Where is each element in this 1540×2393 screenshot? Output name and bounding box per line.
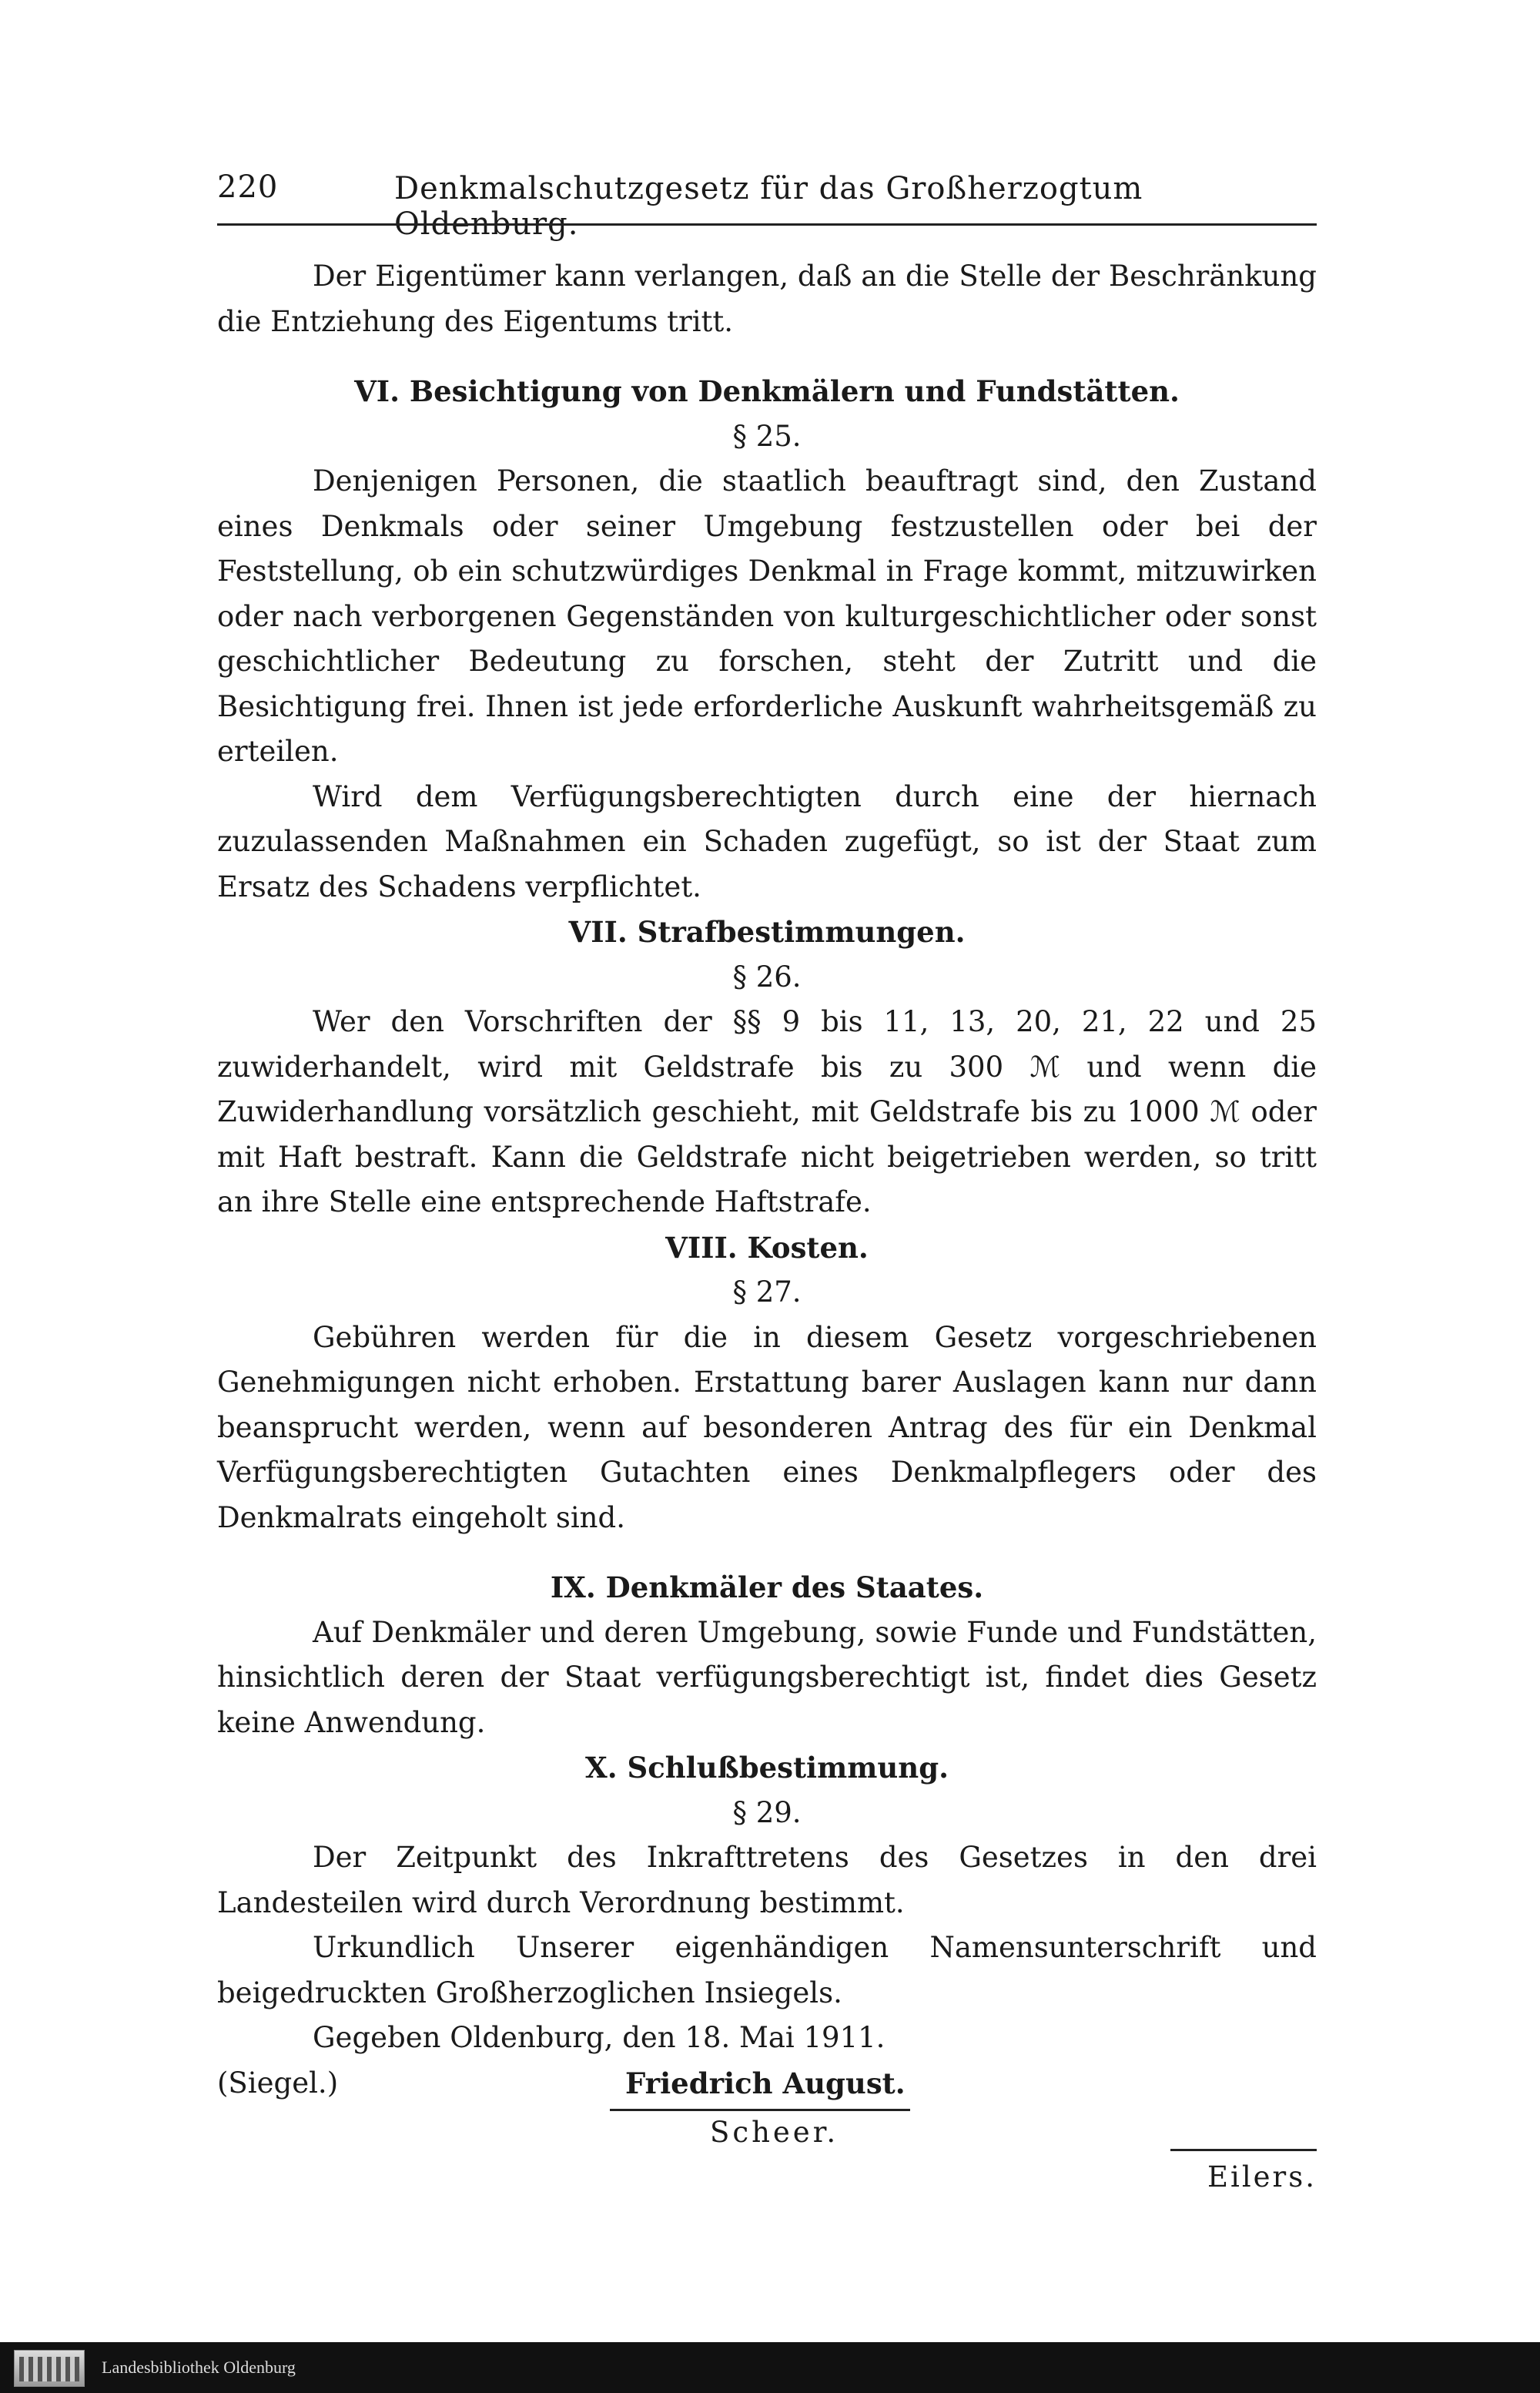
seal-label: (Siegel.)	[217, 2066, 339, 2100]
paragraph-25-b: Wird dem Verfügungsberechtigten durch eine der hiernach zuzulassenden Maßnahmen ein Schaden zugefügt, so ist der Staat zum Ersatz des Schadens verpflichtet.	[217, 779, 1317, 903]
paragraph-ownership: Der Eigentümer kann verlangen, daß an die Stelle der Beschränkung die Entziehung des Eigentums tritt.	[217, 260, 1317, 338]
paragraph-mark-26: § 26.	[732, 960, 802, 994]
page-header	[217, 169, 1317, 242]
section-heading-vi: VI. Besichtigung von Denkmälern und Fundstätten.	[354, 374, 1180, 408]
paragraph-mark-27: § 27.	[732, 1275, 802, 1309]
signature-minister-1: Scheer.	[710, 2115, 839, 2149]
running-title: Denkmalschutzgesetz für das Großherzogtum Oldenburg.	[394, 171, 1143, 242]
paragraph-26: Wer den Vorschriften der §§ 9 bis 11, 13, 20, 21, 22 und 25 zuwiderhandelt, wird mit Geldstrafe bis zu 300 ℳ und wenn die Zuwiderhandlung vorsätzlich geschieht, mit Geldstrafe bis zu 1000 ℳ oder mit Haft bestraft. Kann die Geldstrafe nicht beigetrieben werden, so tritt an ihre Stelle eine entsprechende Haftstrafe.	[217, 1005, 1317, 1218]
library-building-icon	[14, 2350, 85, 2387]
paragraph-date: Gegeben Oldenburg, den 18. Mai 1911.	[313, 2021, 886, 2054]
paragraph-mark-29: § 29.	[732, 1795, 802, 1829]
page-number: 220	[217, 169, 279, 205]
paragraph-seal-statement: Urkundlich Unserer eigenhändigen Namensunterschrift und beigedruckten Großherzoglichen Insiegels.	[217, 1931, 1317, 2009]
paragraph-29: Der Zeitpunkt des Inkrafttretens des Gesetzes in den drei Landesteilen wird durch Verordnung bestimmt.	[217, 1841, 1317, 1919]
paragraph-28: Auf Denkmäler und deren Umgebung, sowie Funde und Fundstätten, hinsichtlich deren der Staat verfügungsberechtigt ist, findet dies Gesetz keine Anwendung.	[217, 1615, 1317, 1739]
section-heading-ix: IX. Denkmäler des Staates.	[550, 1570, 984, 1604]
signature-block	[217, 2061, 1317, 2200]
section-heading-viii: VIII. Kosten.	[665, 1230, 869, 1265]
signature-minister-2: Eilers.	[1207, 2160, 1317, 2194]
section-heading-x: X. Schlußbestimmung.	[585, 1751, 949, 1785]
signature-rule-right	[1170, 2149, 1317, 2151]
section-heading-vii: VII. Strafbestimmungen.	[568, 915, 966, 949]
paragraph-25-a: Denjenigen Personen, die staatlich beauftragt sind, den Zustand eines Denkmals oder seiner Umgebung festzustellen oder bei der Feststellung, ob ein schutzwürdiges Denkmal in Frage kommt, mitzuwirken oder nach verborgenen Gegenständen von kulturgeschichtlicher oder sonst geschichtlicher Bedeutung zu forschen, steht der Zutritt und die Besichtigung frei. Ihnen ist jede erforderliche Auskunft wahrheitsgemäß zu erteilen.	[217, 464, 1317, 768]
signature-grand-duke: Friedrich August.	[625, 2066, 906, 2100]
footer-library-label: Landesbibliothek Oldenburg	[102, 2358, 296, 2377]
footer-bar	[0, 2342, 1540, 2393]
paragraph-27: Gebühren werden für die in diesem Gesetz vorgeschriebenen Genehmigungen nicht erhoben. Erstattung barer Auslagen kann nur dann beansprucht werden, wenn auf besonderen Antrag des für ein Denkmal Verfügungsberechtigten Gutachten eines Denkmalpflegers oder des Denkmalrats eingeholt sind.	[217, 1320, 1317, 1534]
paragraph-mark-25: § 25.	[732, 419, 802, 453]
body-text	[217, 254, 1317, 2200]
header-rule	[217, 223, 1317, 226]
